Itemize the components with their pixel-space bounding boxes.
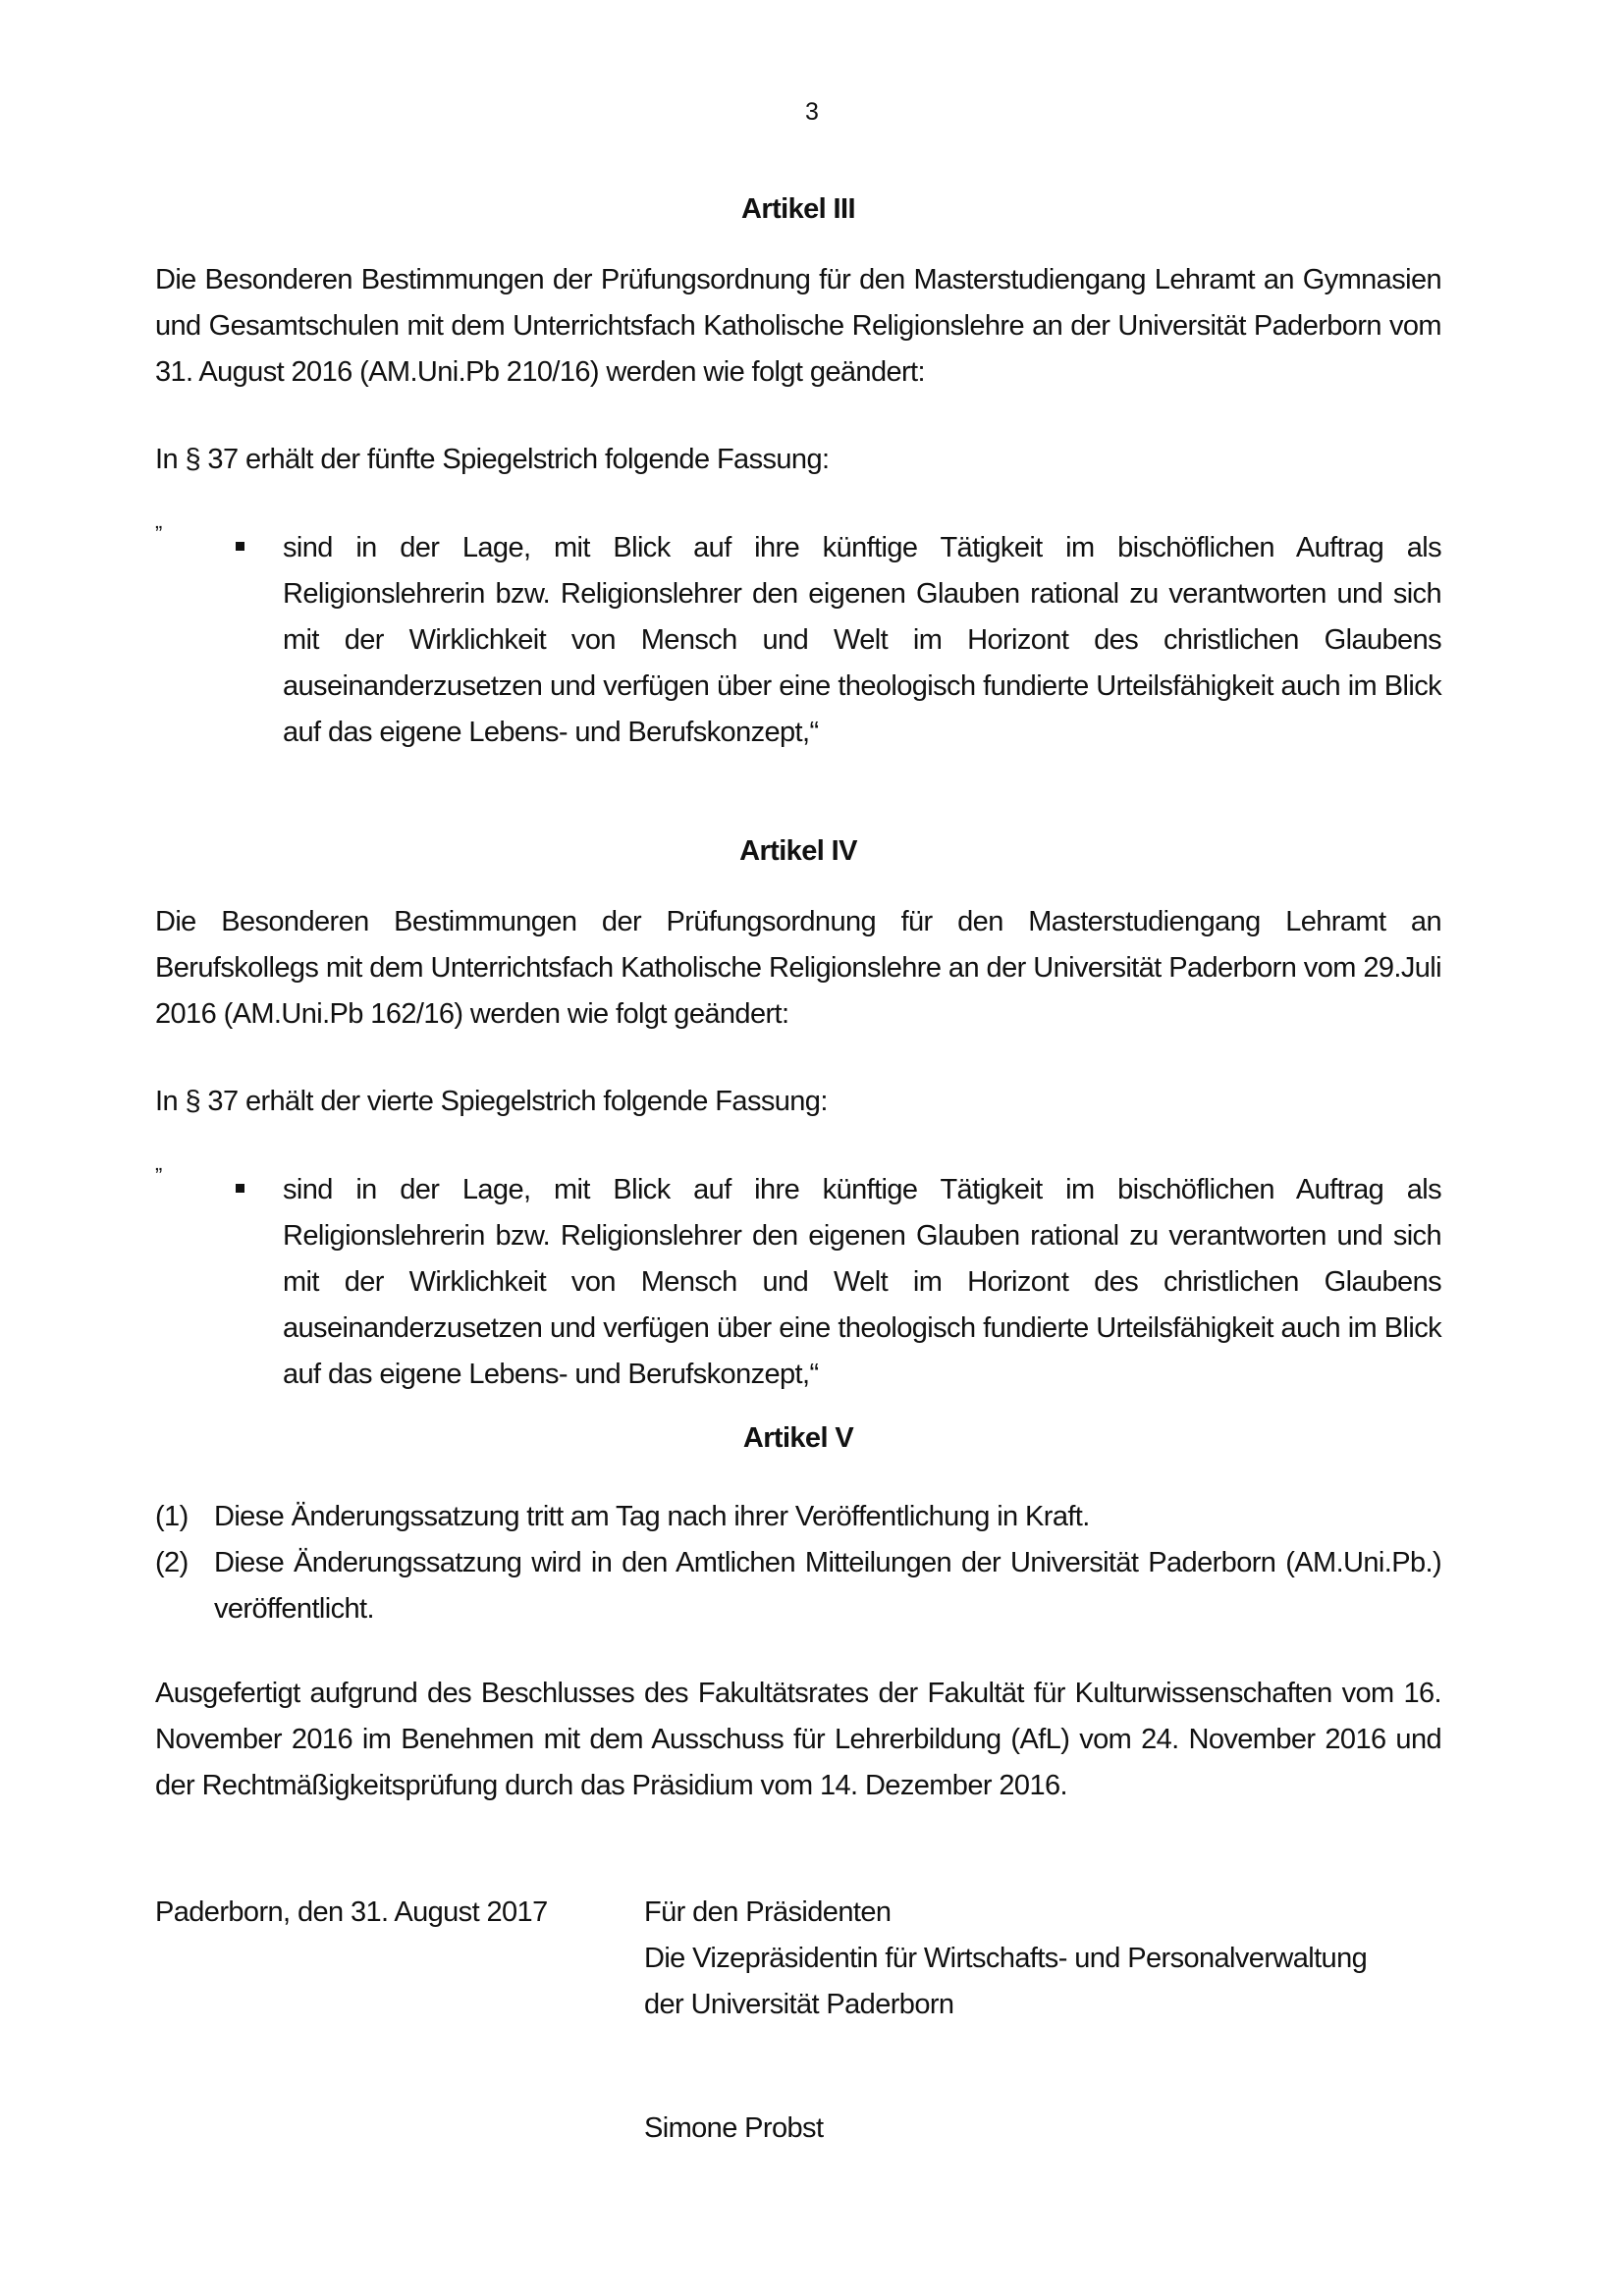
artikel-4-change-line: In § 37 erhält der vierte Spiegelstrich folgende Fassung: (155, 1086, 828, 1117)
list-item-text: Diese Änderungssatzung wird in den Amtlichen Mitteilungen der Universität Paderborn (AM.Uni.Pb.) veröffentlicht. (214, 1547, 1441, 1625)
artikel-4-quote-mark: „ (155, 1150, 163, 1175)
ausfertigung-text: Ausgefertigt aufgrund des Beschlusses des Fakultätsrates der Fakultät für Kulturwissenschaften vom 16. November 2016 im Benehmen mit dem Ausschuss für Lehrerbildung (AfL) vom 24. November 2016 und der Rechtmäßigkeitsprüfung durch das Präsidium vom 14. Dezember 2016. (155, 1678, 1441, 1801)
artikel-3-bullet-item (236, 525, 1441, 756)
list-item-number: (2) (155, 1547, 189, 1578)
artikel-5-heading-block (155, 1415, 1441, 1462)
signature-for-line: Für den Präsidenten (644, 1896, 892, 1928)
artikel-4-bullet-item (236, 1167, 1441, 1398)
artikel-3-quote-mark: „ (155, 508, 163, 533)
artikel-3-intro-block (155, 257, 1441, 396)
signature-role-line: Die Vizepräsidentin für Wirtschafts- und Personalverwaltung (644, 1943, 1368, 1974)
signature-org-line: der Universität Paderborn (644, 1989, 954, 2020)
place-date: Paderborn, den 31. August 2017 (155, 1896, 548, 1928)
signature-block (644, 1890, 1367, 2028)
square-bullet-icon (236, 1184, 244, 1193)
artikel-3-bullet-text: sind in der Lage, mit Blick auf ihre künftige Tätigkeit im bischöflichen Auftrag als Religionslehrerin bzw. Religionslehrer den eigenen Glauben rational zu verantworten und sich mit der Wirklichkeit von Mensch und Welt im Horizont des christlichen Glaubens auseinanderzusetzen und verfügen über eine theologisch fundierte Urteilsfähigkeit auch im Blick auf das eigene Lebens- und Berufskonzept,“ (283, 532, 1441, 748)
artikel-3-heading-block (155, 187, 1441, 233)
list-item (155, 1494, 1441, 1540)
list-item-number: (1) (155, 1501, 189, 1532)
page-number: 3 (805, 98, 819, 126)
square-bullet-icon (236, 542, 244, 551)
artikel-4-intro: Die Besonderen Bestimmungen der Prüfungsordnung für den Masterstudiengang Lehramt an Berufskollegs mit dem Unterrichtsfach Katholische Religionslehre an der Universität Paderborn vom 29.Juli 2016 (AM.Uni.Pb 162/16) werden wie folgt geändert: (155, 906, 1441, 1030)
list-item (155, 1540, 1441, 1632)
artikel-4-heading-block (155, 828, 1441, 875)
artikel-3-change-line: In § 37 erhält der fünfte Spiegelstrich folgende Fassung: (155, 444, 830, 475)
artikel-3-change-block (155, 437, 1441, 483)
artikel-3-heading: Artikel III (741, 193, 855, 225)
artikel-4-heading: Artikel IV (739, 835, 857, 867)
artikel-5-list (155, 1494, 1441, 1632)
artikel-3-intro: Die Besonderen Bestimmungen der Prüfungsordnung für den Masterstudiengang Lehramt an Gymnasien und Gesamtschulen mit dem Unterrichtsfach Katholische Religionslehre an der Universität Paderborn vom 31. August 2016 (AM.Uni.Pb 210/16) werden wie folgt geändert: (155, 264, 1441, 388)
ausfertigung-block (155, 1671, 1441, 1809)
artikel-4-change-block (155, 1079, 1441, 1125)
list-item-text: Diese Änderungssatzung tritt am Tag nach ihrer Veröffentlichung in Kraft. (214, 1501, 1090, 1532)
artikel-5-heading: Artikel V (742, 1422, 854, 1454)
signer-name: Simone Probst (644, 2112, 824, 2144)
artikel-4-bullet-text: sind in der Lage, mit Blick auf ihre künftige Tätigkeit im bischöflichen Auftrag als Religionslehrerin bzw. Religionslehrer den eigenen Glauben rational zu verantworten und sich mit der Wirklichkeit von Mensch und Welt im Horizont des christlichen Glaubens auseinanderzusetzen und verfügen über eine theologisch fundierte Urteilsfähigkeit auch im Blick auf das eigene Lebens- und Berufskonzept,“ (283, 1174, 1441, 1390)
artikel-4-intro-block (155, 899, 1441, 1038)
